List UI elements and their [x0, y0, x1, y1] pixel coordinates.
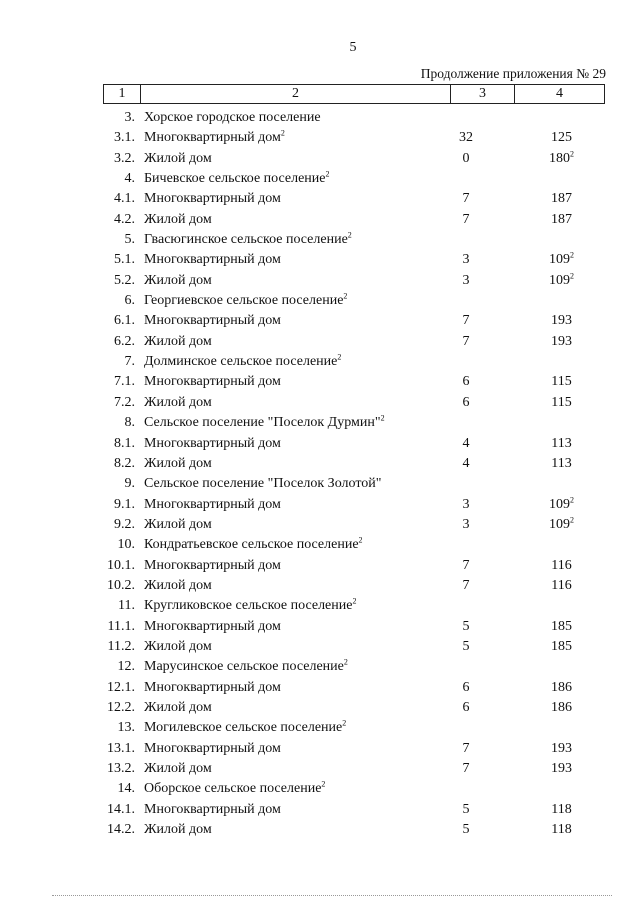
row-col-3: 7 — [462, 577, 470, 593]
row-name-text: Многоквартирный дом — [144, 313, 281, 329]
row-name — [144, 189, 281, 209]
row-name-text: Жилой дом — [144, 577, 212, 593]
footnote-mark: 2 — [342, 718, 347, 728]
row-name-text: Жилой дом — [144, 638, 212, 654]
table-row — [0, 779, 640, 799]
footnote-mark: 2 — [337, 352, 342, 362]
row-name — [144, 556, 281, 576]
row-number: 14.1. — [107, 801, 135, 817]
footnote-mark: 2 — [321, 779, 326, 789]
footnote-mark: 2 — [570, 494, 574, 504]
row-name-text: Жилой дом — [144, 699, 212, 715]
row-col-4 — [518, 332, 605, 352]
row-name — [144, 332, 212, 352]
row-number: 8.1. — [114, 435, 135, 451]
row-number: 14. — [117, 781, 135, 797]
row-name — [144, 108, 321, 128]
row-number: 5.2. — [114, 272, 135, 288]
row-name — [144, 820, 212, 840]
row-col-3: 7 — [462, 333, 470, 349]
row-col-4 — [518, 372, 605, 392]
table-row — [0, 291, 640, 311]
row-col-4-value: 185 — [551, 618, 572, 634]
row-name — [144, 210, 212, 230]
row-number: 11. — [118, 598, 135, 614]
table-row — [0, 332, 640, 352]
footnote-mark: 2 — [347, 230, 352, 240]
table-row — [0, 372, 640, 392]
table-row — [0, 698, 640, 718]
table-header — [103, 84, 605, 104]
row-col-4 — [518, 250, 605, 270]
table-row — [0, 576, 640, 596]
table-row — [0, 800, 640, 820]
row-col-4-value: 113 — [551, 435, 572, 451]
row-col-3: 4 — [462, 435, 470, 451]
row-name — [144, 149, 212, 169]
footnote-mark: 2 — [380, 413, 385, 423]
row-col-4-value: 115 — [551, 374, 572, 390]
row-name — [144, 698, 212, 718]
row-col-4-value: 125 — [551, 130, 572, 146]
row-name — [144, 637, 212, 657]
row-col-4 — [518, 617, 605, 637]
row-number: 6. — [124, 293, 135, 309]
table-row — [0, 556, 640, 576]
row-name — [144, 474, 381, 494]
row-name-text: Жилой дом — [144, 211, 212, 227]
row-number: 5. — [124, 232, 135, 248]
table-row — [0, 820, 640, 840]
table-row — [0, 515, 640, 535]
row-col-3: 5 — [462, 638, 470, 654]
row-name-text: Хорское городское поселение — [144, 110, 321, 125]
row-number: 10.1. — [107, 557, 135, 573]
continuation-caption: Продолжение приложения № 29 — [420, 66, 606, 81]
row-col-4 — [518, 311, 605, 331]
row-col-3: 5 — [462, 801, 470, 817]
footnote-mark: 2 — [570, 271, 574, 281]
row-number: 9. — [124, 476, 135, 492]
row-number: 6.1. — [114, 313, 135, 329]
row-name-text: Кондратьевское сельское поселение — [144, 537, 359, 553]
row-name — [144, 291, 347, 311]
row-col-3: 3 — [462, 252, 470, 268]
row-name — [144, 413, 385, 433]
footnote-mark: 2 — [325, 169, 330, 179]
row-name-text: Гвасюгинское сельское поселение — [144, 232, 348, 248]
row-name-text: Могилевское сельское поселение — [144, 720, 343, 736]
row-name — [144, 617, 281, 637]
table-row — [0, 596, 640, 616]
table-row — [0, 271, 640, 291]
row-name-text: Георгиевское сельское поселение — [144, 293, 344, 309]
row-name-text: Жилой дом — [144, 822, 212, 838]
row-number: 12.1. — [107, 679, 135, 695]
row-col-4 — [518, 556, 605, 576]
row-number: 10.2. — [107, 577, 135, 593]
row-name — [144, 372, 281, 392]
row-col-3: 4 — [462, 455, 470, 471]
row-number: 8. — [124, 415, 135, 431]
row-col-4-value: 186 — [551, 699, 572, 715]
row-name — [144, 169, 330, 189]
row-col-3: 7 — [462, 761, 470, 776]
row-name-text: Долминское сельское поселение — [144, 354, 338, 370]
row-col-3: 7 — [462, 313, 470, 329]
page-number: 5 — [349, 40, 357, 55]
table-row — [0, 352, 640, 372]
bottom-divider — [52, 895, 612, 896]
footnote-mark: 2 — [343, 291, 348, 301]
row-number: 3.1. — [114, 130, 135, 146]
table-row — [0, 678, 640, 698]
row-name — [144, 576, 212, 596]
table-row — [0, 759, 640, 779]
table-row — [0, 108, 640, 128]
row-number: 6.2. — [114, 333, 135, 349]
row-col-4 — [518, 210, 605, 230]
row-name — [144, 128, 285, 148]
row-col-4 — [518, 576, 605, 596]
row-col-4-value: 193 — [551, 740, 572, 756]
row-col-4 — [518, 698, 605, 718]
row-col-4 — [518, 678, 605, 698]
row-name — [144, 271, 212, 291]
row-name-text: Жилой дом — [144, 394, 212, 410]
row-number: 13. — [117, 720, 135, 736]
row-col-4-value: 185 — [551, 638, 572, 654]
header-col-3: 3 — [451, 85, 515, 103]
row-name — [144, 230, 352, 250]
row-name-text: Жилой дом — [144, 272, 212, 288]
row-name-text: Жилой дом — [144, 333, 212, 349]
row-name — [144, 596, 356, 616]
footnote-mark: 2 — [570, 149, 574, 159]
row-name — [144, 678, 281, 698]
table-row — [0, 250, 640, 270]
row-col-3: 6 — [462, 374, 470, 390]
row-col-3: 32 — [459, 130, 473, 146]
table-row — [0, 474, 640, 494]
row-number: 3.2. — [114, 150, 135, 166]
row-col-3: 7 — [462, 740, 470, 756]
table-row — [0, 454, 640, 474]
row-number: 12.2. — [107, 699, 135, 715]
row-name — [144, 515, 212, 535]
row-col-4-value: 193 — [551, 761, 572, 776]
row-col-4 — [518, 454, 605, 474]
row-col-4-value: 193 — [551, 313, 572, 329]
row-number: 9.1. — [114, 496, 135, 512]
row-col-4 — [518, 637, 605, 657]
row-col-3: 0 — [462, 150, 470, 166]
row-number: 7. — [124, 354, 135, 370]
row-number: 7.2. — [114, 394, 135, 410]
row-col-4-value: 115 — [551, 394, 572, 410]
row-number: 13.2. — [107, 761, 135, 776]
row-name-text: Многоквартирный дом — [144, 435, 281, 451]
row-col-3: 7 — [462, 191, 470, 207]
row-number: 4.1. — [114, 191, 135, 207]
row-name-text: Оборское сельское поселение — [144, 781, 322, 797]
row-number: 4. — [124, 171, 135, 187]
row-col-3: 3 — [462, 516, 470, 532]
table-row — [0, 657, 640, 677]
table-row — [0, 169, 640, 189]
table-row — [0, 495, 640, 515]
row-col-4-value: 113 — [551, 455, 572, 471]
row-col-4 — [518, 800, 605, 820]
row-name-text: Жилой дом — [144, 455, 212, 471]
row-number: 11.1. — [107, 618, 135, 634]
row-col-4 — [518, 271, 605, 291]
row-name — [144, 759, 212, 779]
row-name — [144, 779, 325, 799]
table-row — [0, 617, 640, 637]
row-col-4-value: 109 — [549, 272, 570, 288]
row-name-text: Многоквартирный дом — [144, 374, 281, 390]
footnote-mark: 2 — [358, 535, 363, 545]
row-name-text: Многоквартирный дом — [144, 740, 281, 756]
row-name — [144, 800, 281, 820]
row-col-4-value: 187 — [551, 191, 572, 207]
row-col-4 — [518, 759, 605, 779]
row-col-4 — [518, 495, 605, 515]
row-name-text: Бичевское сельское поселение — [144, 171, 326, 187]
row-col-4-value: 186 — [551, 679, 572, 695]
row-name-text: Жилой дом — [144, 761, 212, 776]
row-name-text: Многоквартирный дом — [144, 679, 281, 695]
row-name-text: Марусинское сельское поселение — [144, 659, 344, 675]
table-row — [0, 128, 640, 148]
row-col-3: 3 — [462, 496, 470, 512]
table-row — [0, 535, 640, 555]
row-col-4-value: 180 — [549, 150, 570, 166]
row-name-text: Жилой дом — [144, 150, 212, 166]
row-name-text: Многоквартирный дом — [144, 191, 281, 207]
row-col-4 — [518, 434, 605, 454]
row-number: 9.2. — [114, 516, 135, 532]
table-row — [0, 311, 640, 331]
row-col-4-value: 109 — [549, 516, 570, 532]
footnote-mark: 2 — [343, 657, 348, 667]
row-col-4-value: 116 — [551, 577, 572, 593]
row-name — [144, 434, 281, 454]
table-row — [0, 230, 640, 250]
row-name — [144, 535, 363, 555]
row-name — [144, 311, 281, 331]
row-col-3: 5 — [462, 822, 470, 838]
row-col-4 — [518, 189, 605, 209]
table-row — [0, 149, 640, 169]
row-number: 4.2. — [114, 211, 135, 227]
row-name-text: Кругликовское сельское поселение — [144, 598, 353, 614]
footnote-mark: 2 — [570, 250, 574, 260]
table-row — [0, 210, 640, 230]
row-name-text: Сельское поселение "Поселок Дурмин" — [144, 415, 381, 431]
footnote-mark: 2 — [280, 128, 285, 138]
row-number: 12. — [117, 659, 135, 675]
row-name-text: Многоквартирный дом — [144, 496, 281, 512]
table-row — [0, 434, 640, 454]
table-body — [0, 108, 640, 840]
header-col-2: 2 — [141, 85, 451, 103]
row-col-3: 7 — [462, 557, 470, 573]
row-number: 14.2. — [107, 822, 135, 838]
footnote-mark: 2 — [570, 515, 574, 525]
row-col-3: 6 — [462, 699, 470, 715]
row-number: 5.1. — [114, 252, 135, 268]
footnote-mark: 2 — [352, 596, 357, 606]
row-col-4 — [518, 820, 605, 840]
row-name — [144, 454, 212, 474]
row-name — [144, 495, 281, 515]
row-col-4-value: 118 — [551, 801, 572, 817]
row-col-4-value: 109 — [549, 496, 570, 512]
row-col-3: 7 — [462, 211, 470, 227]
row-number: 11.2. — [107, 638, 135, 654]
row-number: 8.2. — [114, 455, 135, 471]
row-number: 10. — [117, 537, 135, 553]
table-row — [0, 413, 640, 433]
row-number: 13.1. — [107, 740, 135, 756]
row-name — [144, 352, 341, 372]
row-col-4-value: 187 — [551, 211, 572, 227]
row-col-3: 5 — [462, 618, 470, 634]
table-row — [0, 637, 640, 657]
row-name-text: Жилой дом — [144, 516, 212, 532]
row-name-text: Сельское поселение "Поселок Золотой" — [144, 476, 382, 492]
row-col-4-value: 193 — [551, 333, 572, 349]
row-col-3: 6 — [462, 394, 470, 410]
row-name-text: Многоквартирный дом — [144, 252, 281, 268]
row-col-4 — [518, 393, 605, 413]
row-name-text: Многоквартирный дом — [144, 130, 281, 146]
header-col-4: 4 — [556, 86, 563, 101]
table-row — [0, 189, 640, 209]
row-name — [144, 739, 281, 759]
table-row — [0, 393, 640, 413]
row-col-4-value: 118 — [551, 822, 572, 838]
row-col-4 — [518, 739, 605, 759]
row-col-4 — [518, 515, 605, 535]
row-col-3: 6 — [462, 679, 470, 695]
row-number: 3. — [124, 110, 135, 125]
row-name-text: Многоквартирный дом — [144, 618, 281, 634]
row-number: 7.1. — [114, 374, 135, 390]
header-col-1: 1 — [104, 85, 141, 103]
row-name-text: Многоквартирный дом — [144, 801, 281, 817]
table-row — [0, 718, 640, 738]
row-col-4 — [518, 149, 605, 169]
row-col-4 — [518, 128, 605, 148]
row-name-text: Многоквартирный дом — [144, 557, 281, 573]
row-name — [144, 393, 212, 413]
row-col-4-value: 116 — [551, 557, 572, 573]
table-row — [0, 739, 640, 759]
row-col-4-value: 109 — [549, 252, 570, 268]
row-name — [144, 657, 348, 677]
row-col-3: 3 — [462, 272, 470, 288]
row-name — [144, 718, 346, 738]
row-name — [144, 250, 281, 270]
